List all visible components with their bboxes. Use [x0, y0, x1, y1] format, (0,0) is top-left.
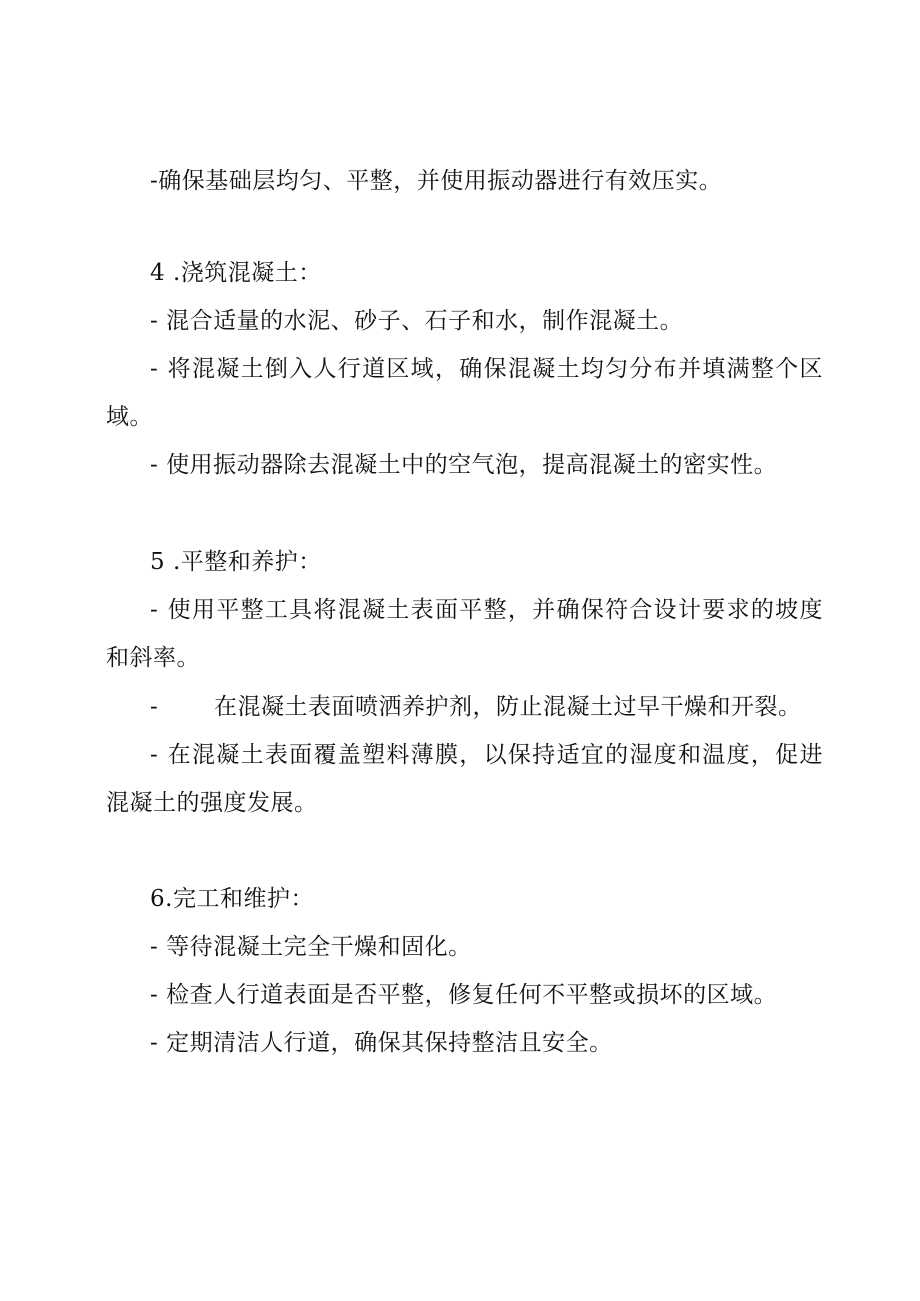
step-4-bullet-pour: - 将混凝土倒入人行道区域，确保混凝土均匀分布并填满整个区: [150, 356, 824, 382]
step-5-heading: 5 .平整和养护：: [150, 549, 322, 575]
step-5-bullet-curing-dash: -: [150, 694, 159, 720]
step-5-bullet-level-continued: 和斜率。: [106, 645, 200, 671]
step-3-bullet-compaction: -确保基础层均匀、平整，并使用振动器进行有效压实。: [150, 168, 723, 194]
step-6-heading: 6.完工和维护：: [150, 886, 314, 912]
step-5-bullet-cover: - 在混凝土表面覆盖塑料薄膜，以保持适宜的湿度和温度，促进: [150, 742, 824, 768]
step-5-bullet-cover-continued: 混凝土的强度发展。: [106, 790, 318, 816]
step-4-bullet-mix: - 混合适量的水泥、砂子、石子和水，制作混凝土。: [150, 308, 684, 334]
step-5-bullet-level: - 使用平整工具将混凝土表面平整，并确保符合设计要求的坡度: [150, 597, 824, 623]
step-6-bullet-clean: - 定期清洁人行道，确保其保持整洁且安全。: [150, 1030, 613, 1056]
step-4-bullet-vibrate: - 使用振动器除去混凝土中的空气泡，提高混凝土的密实性。: [150, 452, 778, 478]
step-4-bullet-pour-continued: 域。: [106, 404, 153, 430]
step-6-bullet-dry: - 等待混凝土完全干燥和固化。: [150, 934, 472, 960]
step-5-bullet-curing: 在混凝土表面喷洒养护剂，防止混凝土过早干燥和开裂。: [214, 694, 802, 720]
step-4-heading: 4 .浇筑混凝土：: [150, 260, 322, 286]
step-6-bullet-inspect: - 检查人行道表面是否平整，修复任何不平整或损坏的区域。: [150, 982, 778, 1008]
